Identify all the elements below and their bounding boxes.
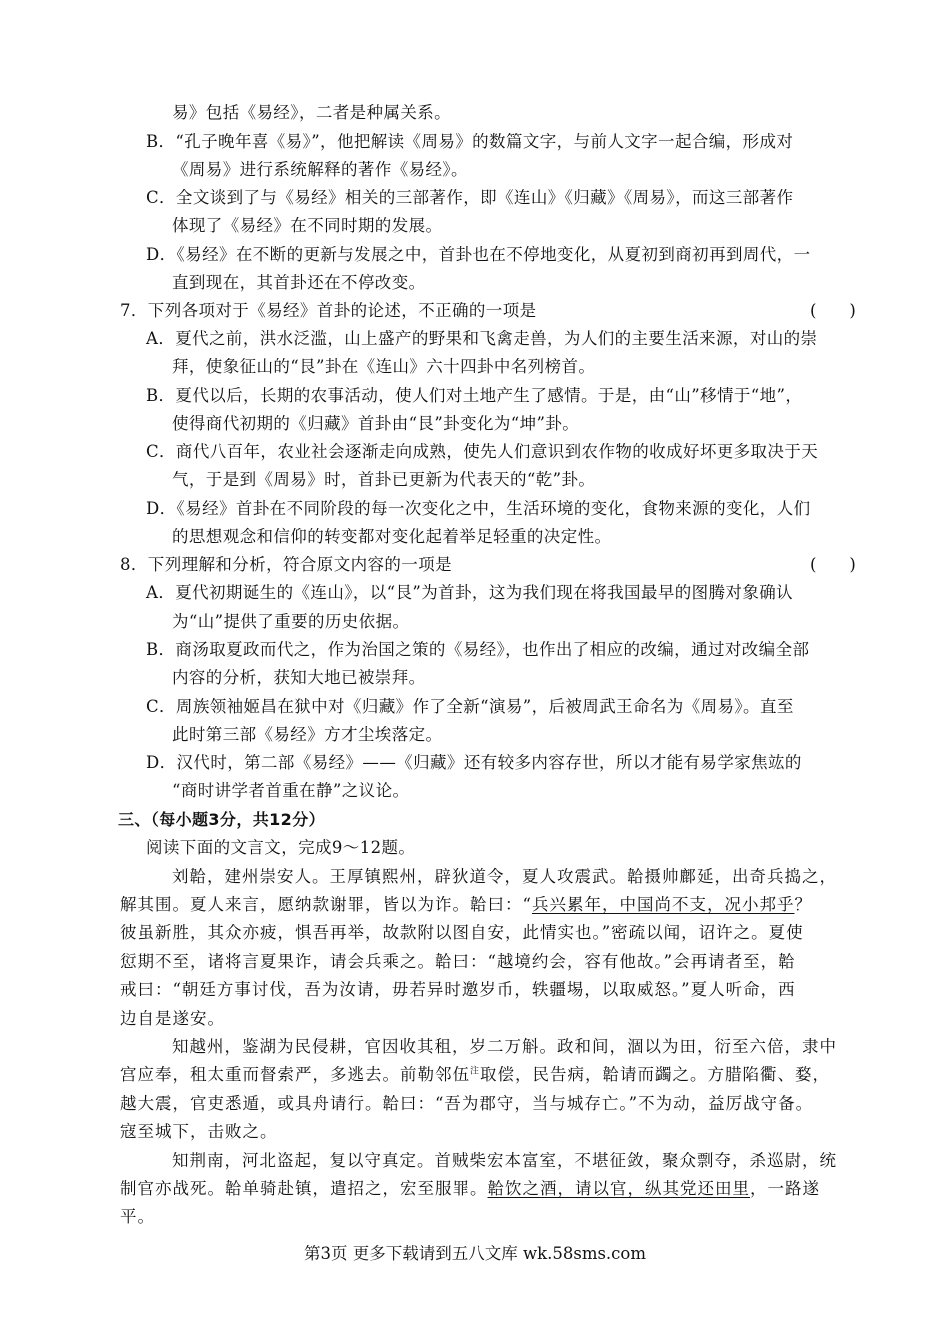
passage-p2-line3: 越大震，官吏悉遁，或具舟请行。韐曰：“吾为郡守，当与城存亡。”不为动，益厉战守备。 xyxy=(120,1094,814,1113)
passage-p3-line2-end: ，一路遂 xyxy=(750,1179,820,1198)
q7-option-d-line1: D．《易经》首卦在不同阶段的每一次变化之中，生活环境的变化，食物来源的变化，人们 xyxy=(146,499,811,518)
q8-option-c-line1: C．周族领袖姬昌在狱中对《归藏》作了全新“演易”，后被周武王命名为《周易》。直至 xyxy=(146,697,794,716)
q7-option-b-line1: B．夏代以后，长期的农事活动，使人们对土地产生了感情。于是，由“山”移情于“地”， xyxy=(146,386,803,405)
q7-stem: 7．下列各项对于《易经》首卦的论述，不正确的一项是 xyxy=(120,301,537,320)
q6-option-c-line2: 体现了《易经》在不同时期的发展。 xyxy=(172,216,443,235)
q6-a-line2: 易》包括《易经》，二者是种属关系。 xyxy=(172,103,452,122)
q7-option-c-line2: 气，于是到《周易》时，首卦已更新为代表天的“乾”卦。 xyxy=(172,470,596,489)
q8-option-b-line1: B．商汤取夏政而代之，作为治国之策的《易经》，也作出了相应的改编，通过对改编全部 xyxy=(146,640,810,659)
q7-option-a-line2: 拜，使象征山的“艮”卦在《连山》六十四卦中名列榜首。 xyxy=(172,357,596,376)
q6-option-c-line1: C．全文谈到了与《易经》相关的三部著作，即《连山》《归藏》《周易》，而这三部著作 xyxy=(146,188,794,207)
section-3-heading: 三、（每小题3分，共12分） xyxy=(118,810,325,829)
passage-p3-line1: 知荆南，河北盗起，复以守真定。首贼柴宏本富室，不堪征敛，聚众剽夺，杀巡尉，统 xyxy=(172,1151,837,1170)
footnote-marker: 注 xyxy=(470,1066,481,1077)
passage-p2-line2 xyxy=(120,1063,830,1087)
q8-option-b-line2: 内容的分析，获知大地已被崇拜。 xyxy=(172,668,426,687)
passage-p2-line4: 寇至城下，击败之。 xyxy=(120,1122,278,1141)
q8-answer-blank: ( ) xyxy=(810,555,856,574)
q7-option-b-line2: 使得商代初期的《归藏》首卦由“艮”卦变化为“坤”卦。 xyxy=(172,414,580,433)
q8-option-a-line1: A．夏代初期诞生的《连山》，以“艮”为首卦，这为我们现在将我国最早的图腾对象确认 xyxy=(146,583,794,602)
passage-p1-line2-end: ？ xyxy=(794,895,812,914)
passage-p1-line3: 彼虽新胜，其众亦疲，惧吾再举，故款附以图自安，此情实也。”密疏以闻，诏许之。夏使 xyxy=(120,923,804,942)
q6-option-b-line2: 《周易》进行系统解释的著作《易经》。 xyxy=(172,160,468,179)
q6-option-b-line1: B．“孔子晚年喜《易》”，他把解读《周易》的数篇文字，与前人文字一起合编，形成对 xyxy=(146,132,794,151)
passage-p2-line2-end: 取偿，民告病，韐请而蠲之。方腊陷衢、婺， xyxy=(480,1065,831,1084)
q7-option-c-line1: C．商代八百年，农业社会逐渐走向成熟，使先人们意识到农作物的收成好坏更多取决于天 xyxy=(146,442,819,461)
q8-option-a-line2: 为“山”提供了重要的历史依据。 xyxy=(172,612,410,631)
passage-p1-line6: 边自是遂安。 xyxy=(120,1009,225,1028)
passage-p3-line2-text: 制官亦战死。韐单骑赴镇，遣招之，宏至服罪。 xyxy=(120,1179,488,1198)
passage-p1-line4: 愆期不至，诸将言夏果诈，请会兵乘之。韐曰：“越境约会，容有他故。”会再请者至，韐 xyxy=(120,952,796,971)
q7-option-d-line2: 的思想观念和信仰的转变都对变化起着举足轻重的决定性。 xyxy=(172,527,612,546)
q8-option-d-line1: D．汉代时，第二部《易经》——《归藏》还有较多内容存世，所以才能有易学家焦竑的 xyxy=(146,753,802,772)
underlined-sentence-1: 兵兴累年，中国尚不支，况小邦乎 xyxy=(531,895,795,914)
passage-p1-line2 xyxy=(120,893,812,917)
q6-option-d-line1: D．《易经》在不断的更新与发展之中，首卦也在不停地变化，从夏初到商初再到周代，一 xyxy=(146,245,811,264)
q8-option-c-line2: 此时第三部《易经》方才尘埃落定。 xyxy=(172,725,443,744)
q6-option-d-line2: 直到现在，其首卦还在不停改变。 xyxy=(172,273,426,292)
passage-p1-line1: 刘韐，建州崇安人。王厚镇熙州，辟狄道令，夏人攻震武。韐摄帅鄜延，出奇兵捣之， xyxy=(172,867,837,886)
passage-p2-line2-text: 宫应奉，租太重而督索严，多逃去。前勒邻伍 xyxy=(120,1065,470,1084)
passage-p2-line1: 知越州，鉴湖为民侵耕，官因收其租，岁二万斛。政和间，涸以为田，衍至六倍，隶中 xyxy=(172,1037,837,1056)
passage-p3-line2 xyxy=(120,1177,820,1201)
q8-stem: 8．下列理解和分析，符合原文内容的一项是 xyxy=(120,555,452,574)
passage-p3-line3: 平。 xyxy=(120,1207,155,1226)
q7-answer-blank: ( ) xyxy=(810,301,856,320)
q7-option-a-line1: A．夏代之前，洪水泛滥，山上盛产的野果和飞禽走兽，为人们的主要生活来源，对山的崇 xyxy=(146,329,818,348)
page-footer: 第3页 更多下载请到五八文库 wk.58sms.com xyxy=(304,1244,646,1263)
q8-option-d-line2: “商时讲学者首重在静”之议论。 xyxy=(172,781,410,800)
underlined-sentence-2: 韐饮之酒，请以官，纵其党还田里 xyxy=(487,1179,750,1198)
section-3-instruction: 阅读下面的文言文，完成9～12题。 xyxy=(146,838,416,857)
passage-p1-line2-text: 解其围。夏人来言，愿纳款谢罪，皆以为诈。韐曰：“ xyxy=(120,895,532,914)
passage-p1-line5: 戒曰：“朝廷方事讨伐，吾为汝请，毋若异时邀岁币，轶疆埸，以取威怒。”夏人听命，西 xyxy=(120,980,796,999)
